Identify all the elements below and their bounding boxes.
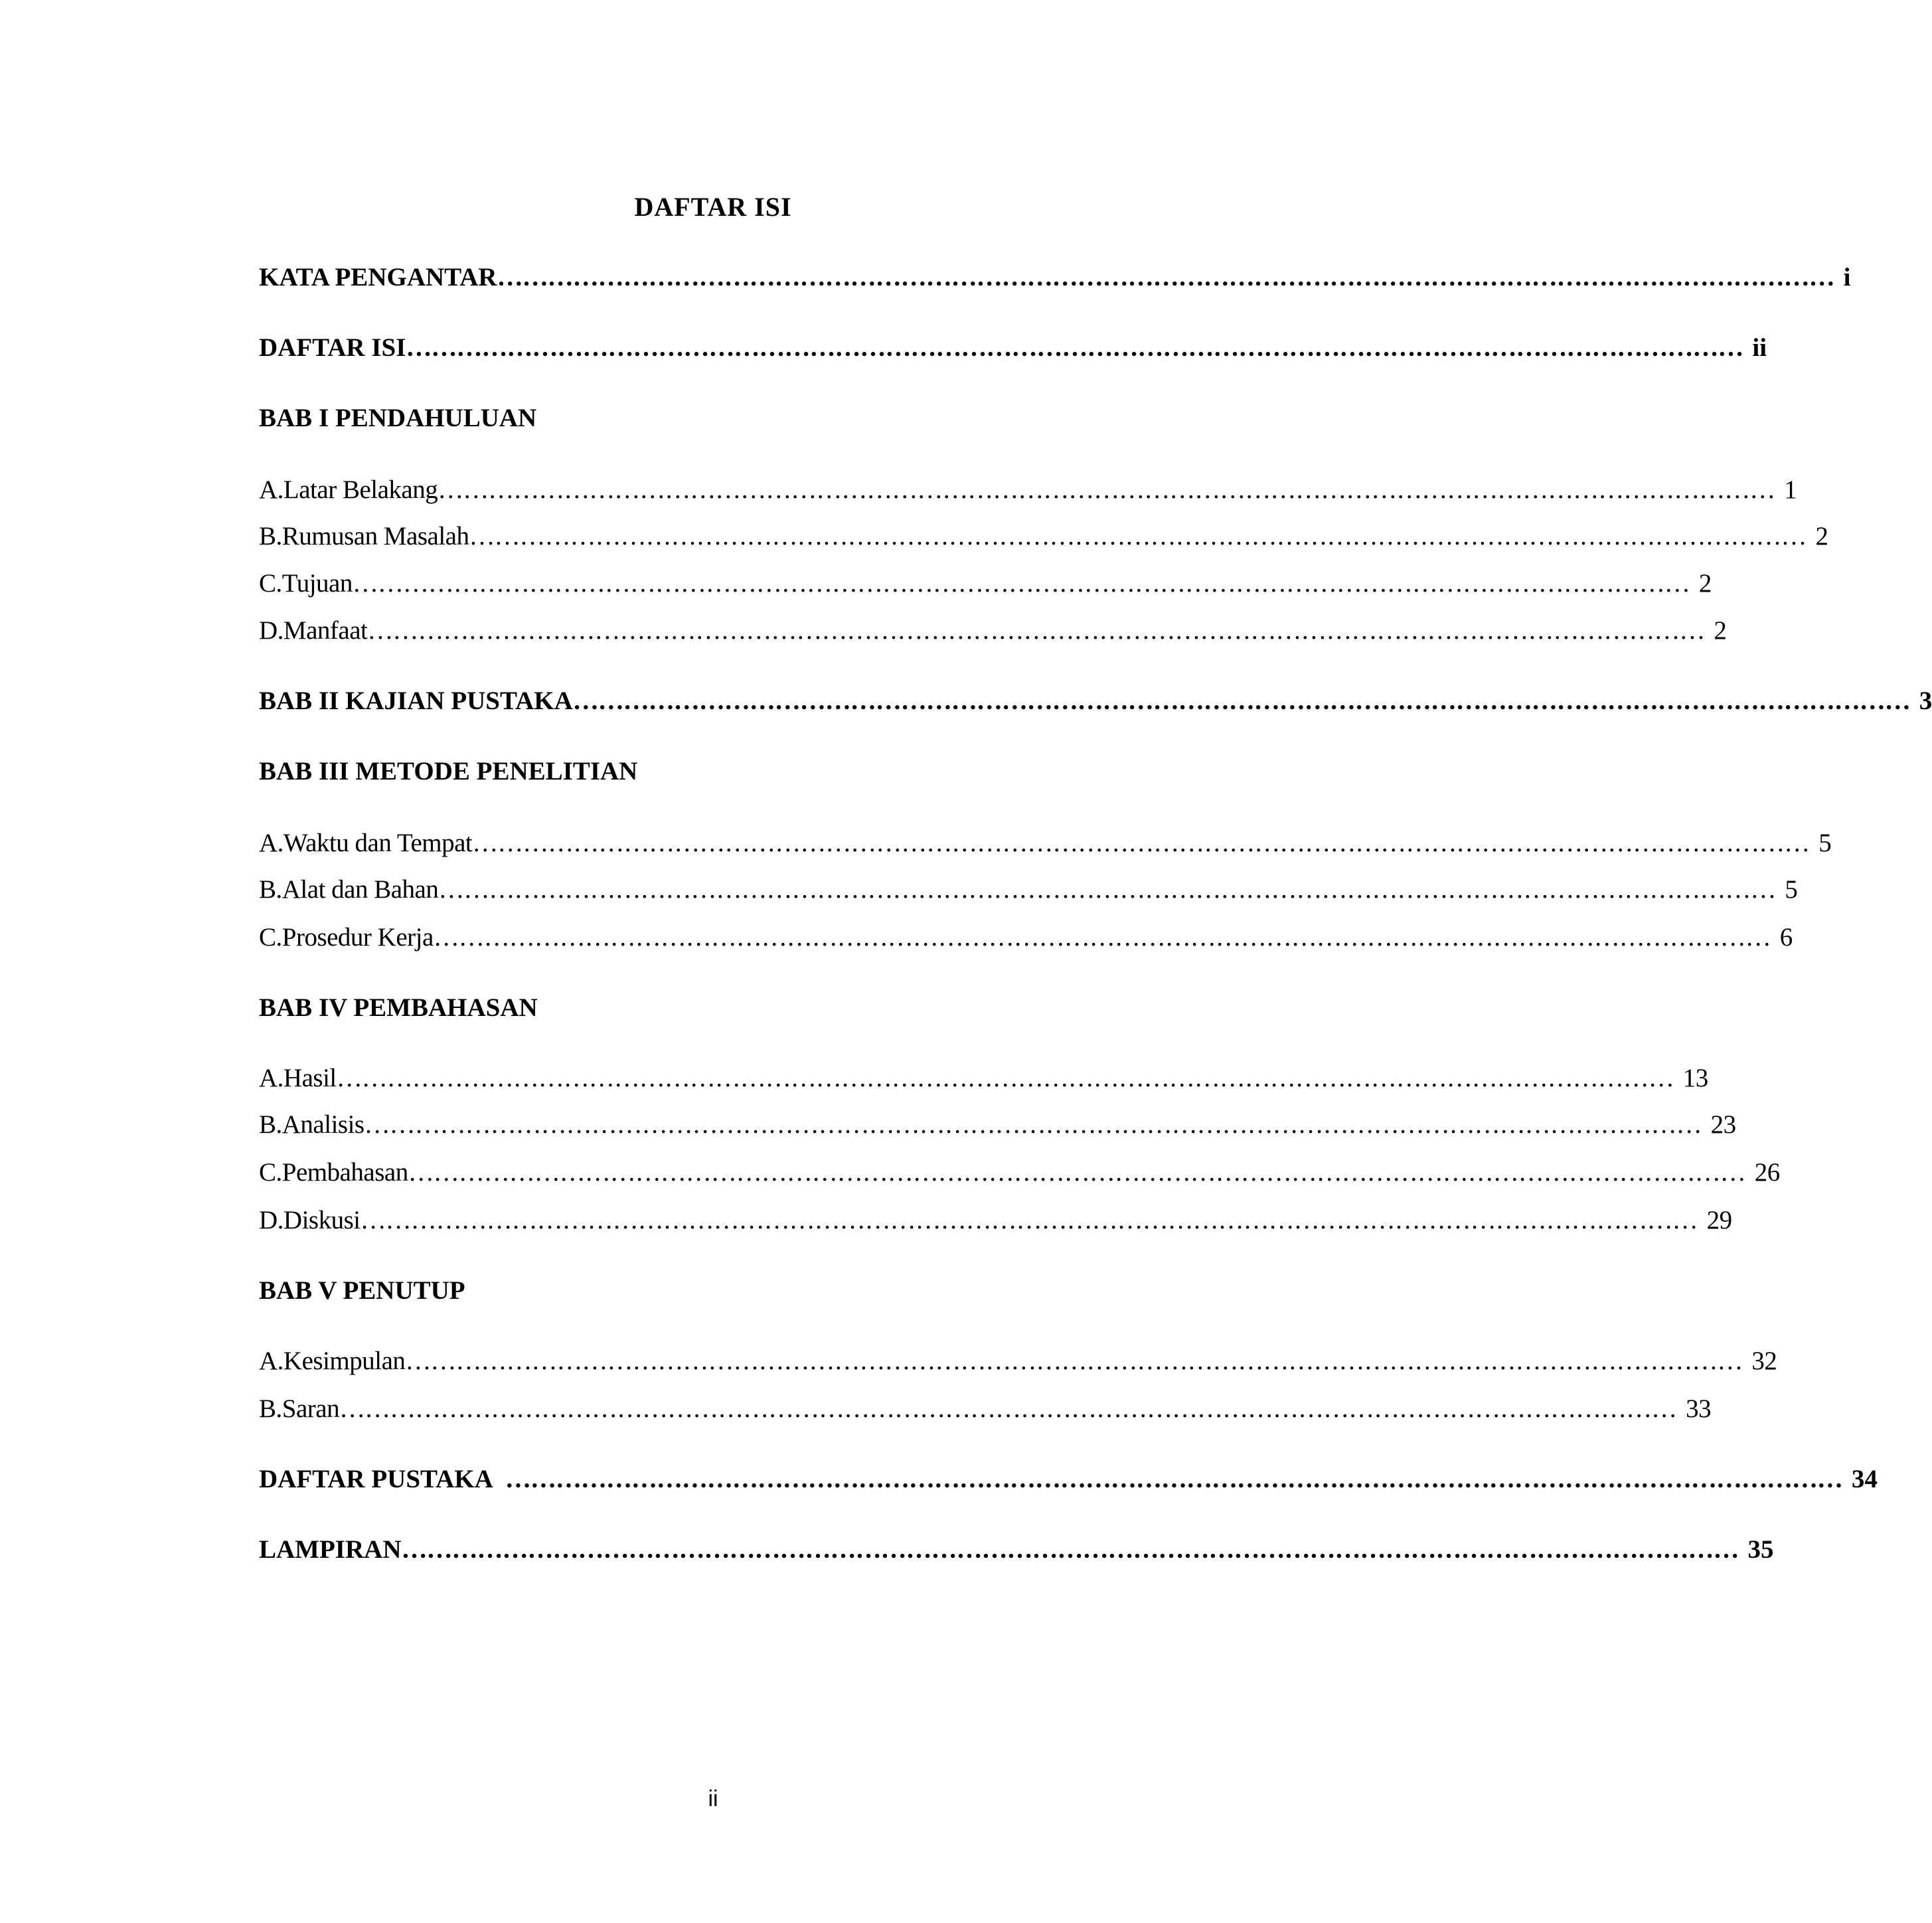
toc-entry-daftar-pustaka[interactable]: [259, 1463, 1878, 1495]
toc-leader-dots: ……………………………………………………………………………………………………………………………………………: [433, 923, 1771, 952]
toc-leader-dots: ……………………………………………………………………………………………………………………………………………: [401, 1535, 1739, 1564]
toc-entry-label: LAMPIRAN: [259, 1535, 402, 1564]
toc-entry-letter: C.: [259, 923, 282, 952]
toc-leader-dots: ……………………………………………………………………………………………………………………………………………: [472, 829, 1810, 857]
chapter-heading-bab-3: BAB III METODE PENELITIAN: [259, 757, 638, 786]
toc-entry-tujuan[interactable]: [259, 568, 1712, 600]
toc-entry-label: DAFTAR PUSTAKA: [259, 1465, 493, 1493]
toc-entry-page: 26: [1754, 1158, 1780, 1187]
toc-entry-hasil[interactable]: [259, 1062, 1708, 1094]
toc-entry-label: Waktu dan Tempat: [283, 829, 473, 857]
toc-entry-page: i: [1843, 263, 1851, 292]
toc-entry-letter: B.: [259, 522, 282, 550]
toc-entry-page: ii: [1752, 333, 1767, 362]
toc-entry-letter: B.: [259, 1110, 282, 1139]
toc-entry-letter: A.: [259, 1347, 283, 1375]
toc-entry-pembahasan[interactable]: [259, 1157, 1780, 1189]
toc-entry-label: Saran: [282, 1394, 340, 1423]
toc-entry-label: Diskusi: [283, 1206, 361, 1234]
toc-leader-dots: ……………………………………………………………………………………………………………………………………………: [364, 1110, 1702, 1139]
toc-leader-dots: ……………………………………………………………………………………………………………………………………………: [360, 1206, 1698, 1234]
toc-leader-dots: ……………………………………………………………………………………………………………………………………………: [352, 569, 1690, 598]
chapter-heading-bab-1: BAB I PENDAHULUAN: [259, 404, 537, 432]
toc-entry-letter: A.: [259, 829, 283, 857]
toc-leader-dots: ……………………………………………………………………………………………………………………………………………: [572, 687, 1910, 715]
toc-entry-daftar-isi[interactable]: [259, 332, 1767, 364]
toc-entry-label: Tujuan: [282, 569, 353, 598]
toc-entry-label: Prosedur Kerja: [282, 923, 434, 952]
toc-leader-dots: ……………………………………………………………………………………………………………………………………………: [438, 875, 1776, 904]
toc-entry-letter: A.: [259, 475, 283, 504]
toc-entry-letter: B.: [259, 875, 282, 904]
toc-entry-page: 34: [1851, 1465, 1878, 1493]
toc-entry-page: 6: [1779, 923, 1793, 952]
toc-entry-latar-belakang[interactable]: [259, 474, 1797, 506]
toc-entry-page: 5: [1785, 875, 1798, 904]
toc-leader-dots: ……………………………………………………………………………………………………………………………………………: [438, 475, 1775, 504]
toc-entry-letter: C.: [259, 569, 282, 598]
toc-entry-page: 3: [1919, 687, 1932, 715]
toc-entry-label: Manfaat: [283, 616, 368, 645]
toc-entry-kata-pengantar[interactable]: [259, 262, 1851, 293]
footer-page-number: ii: [708, 1786, 718, 1811]
page-title: DAFTAR ISI: [634, 192, 792, 222]
toc-entry-lampiran[interactable]: [259, 1534, 1774, 1566]
toc-entry-letter: A.: [259, 1064, 283, 1092]
toc-leader-dots: ……………………………………………………………………………………………………………………………………………: [405, 1347, 1743, 1375]
toc-entry-label: Analisis: [282, 1110, 364, 1139]
toc-entry-alat-bahan[interactable]: [259, 874, 1798, 906]
toc-entry-letter: D.: [259, 616, 283, 645]
toc-entry-page: 29: [1706, 1206, 1732, 1234]
toc-leader-dots: ……………………………………………………………………………………………………………………………………………: [408, 1158, 1745, 1187]
toc-entry-page: 32: [1751, 1347, 1777, 1375]
chapter-heading-bab-5: BAB V PENUTUP: [259, 1276, 465, 1305]
toc-entry-label: Latar Belakang: [283, 475, 438, 504]
toc-entry-page: 1: [1784, 475, 1797, 504]
toc-entry-label: KATA PENGANTAR: [259, 263, 497, 292]
toc-entry-analisis[interactable]: [259, 1109, 1736, 1141]
toc-entry-label: Hasil: [283, 1064, 337, 1092]
toc-entry-letter: B.: [259, 1394, 282, 1423]
toc-entry-page: 2: [1815, 522, 1828, 550]
toc-entry-label: Pembahasan: [282, 1158, 408, 1187]
toc-entry-page: 35: [1747, 1535, 1774, 1564]
chapter-heading-bab-4: BAB IV PEMBAHASAN: [259, 993, 538, 1022]
toc-entry-manfaat[interactable]: [259, 615, 1727, 647]
toc-entry-letter: D.: [259, 1206, 283, 1234]
toc-entry-page: 23: [1710, 1110, 1736, 1139]
toc-entry-label: BAB II KAJIAN PUSTAKA: [259, 687, 573, 715]
toc-leader-dots: ……………………………………………………………………………………………………………………………………………: [367, 616, 1705, 645]
toc-entry-saran[interactable]: [259, 1393, 1712, 1425]
toc-entry-kesimpulan[interactable]: [259, 1345, 1777, 1377]
toc-entry-label: Alat dan Bahan: [282, 875, 439, 904]
toc-leader-dots: ……………………………………………………………………………………………………………………………………………: [469, 522, 1807, 550]
toc-leader-dots: ……………………………………………………………………………………………………………………………………………: [505, 1465, 1842, 1493]
toc-entry-diskusi[interactable]: [259, 1205, 1732, 1236]
toc-entry-prosedur-kerja[interactable]: [259, 922, 1793, 954]
toc-entry-waktu-tempat[interactable]: [259, 827, 1832, 859]
toc-entry-page: 2: [1714, 616, 1727, 645]
toc-leader-dots: ……………………………………………………………………………………………………………………………………………: [339, 1394, 1677, 1423]
toc-entry-page: 5: [1818, 829, 1832, 857]
toc-entry-page: 33: [1686, 1394, 1712, 1423]
toc-leader-dots: ……………………………………………………………………………………………………………………………………………: [406, 333, 1743, 362]
toc-entry-page: 13: [1682, 1064, 1708, 1092]
toc-entry-label: Kesimpulan: [283, 1347, 406, 1375]
toc-entry-bab-2[interactable]: [259, 685, 1932, 717]
toc-entry-page: 2: [1698, 569, 1712, 598]
toc-entry-label: Rumusan Masalah: [282, 522, 469, 550]
toc-entry-letter: C.: [259, 1158, 282, 1187]
toc-leader-dots: ……………………………………………………………………………………………………………………………………………: [336, 1064, 1674, 1092]
toc-entry-label: DAFTAR ISI: [259, 333, 406, 362]
toc-entry-rumusan-masalah[interactable]: [259, 521, 1828, 552]
toc-leader-dots: ……………………………………………………………………………………………………………………………………………: [497, 263, 1834, 292]
